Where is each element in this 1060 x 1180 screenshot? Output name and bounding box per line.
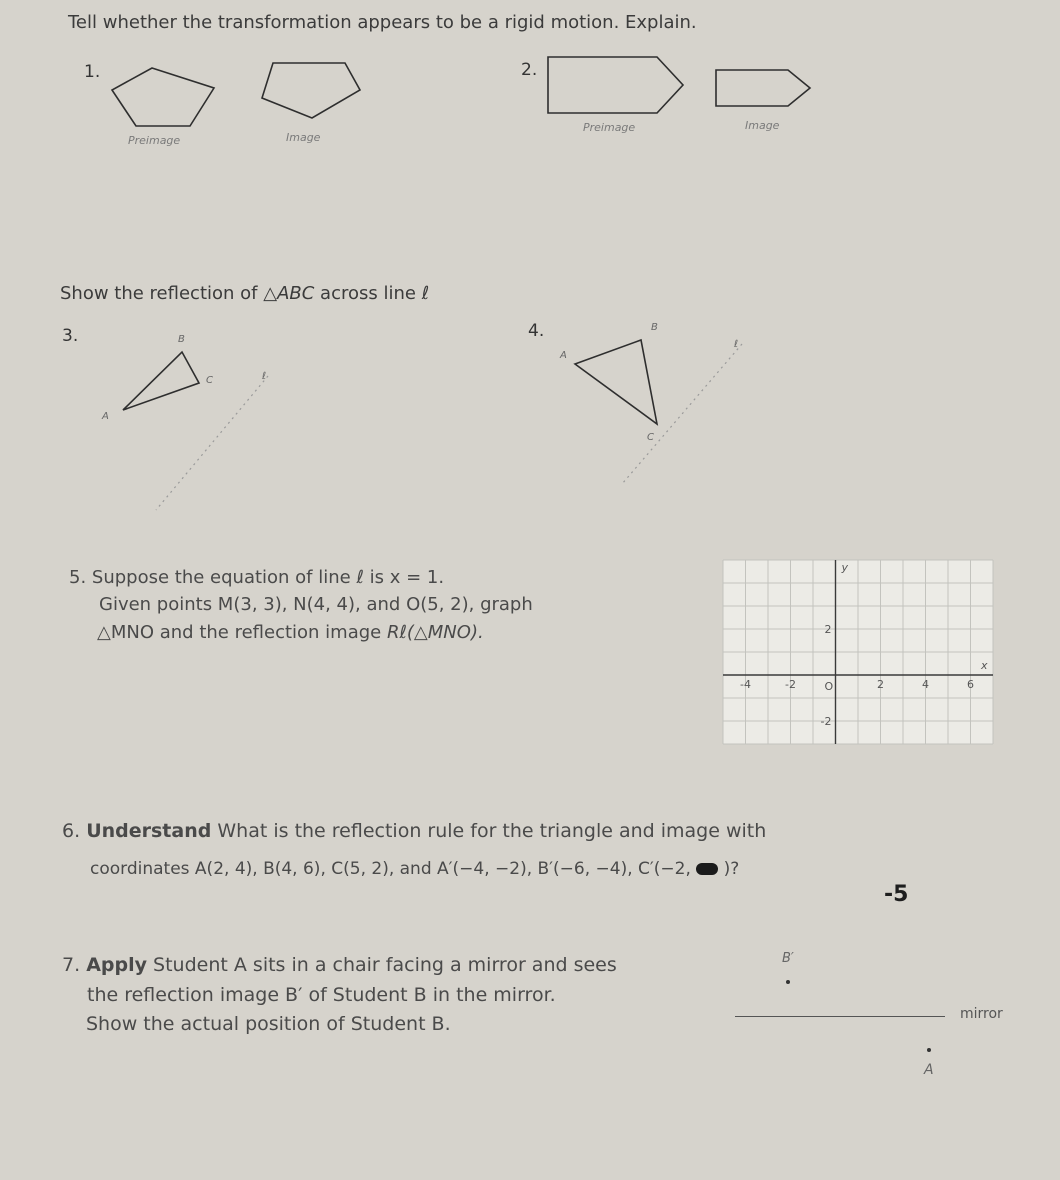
p1-image-label: Image (286, 131, 321, 144)
x-tick-label: -2 (785, 678, 796, 691)
p4-label-a: A (560, 350, 567, 361)
section-line: ℓ (421, 283, 430, 304)
p6-line1: What is the reflection rule for the triangle and image with (217, 820, 767, 842)
p5-line1-pre: 5. Suppose the equation of line (69, 567, 351, 588)
p3-label-l: ℓ (262, 371, 267, 382)
origin-label: O (824, 680, 834, 693)
p4-label-c: C (647, 432, 654, 443)
p4-label-b: B (651, 322, 658, 333)
p6-line2: coordinates A(2, 4), B(4, 6), C(5, 2), and A′(−4, −2), B′(−6, −4), C′(−2, (90, 859, 691, 879)
problem-5-line-2: Given points M(3, 3), N(4, 4), and O(5, 2), graph (99, 594, 533, 615)
p2-image-label: Image (745, 119, 780, 132)
p6-number: 6. (62, 820, 81, 842)
handwritten-answer: -5 (884, 882, 909, 907)
p6-keyword: Understand (86, 820, 212, 842)
problem-7-line-3: Show the actual position of Student B. (86, 1013, 451, 1035)
problem-6-line-1 (62, 820, 766, 842)
point-a-label: A (924, 1062, 934, 1078)
x-tick-label: -4 (740, 678, 751, 691)
section-triangle: △ABC (263, 283, 315, 304)
problem-2-number: 2. (521, 60, 538, 80)
point-b-prime-label: B′ (782, 951, 794, 966)
p3-label-a: A (102, 411, 109, 422)
p3-label-b: B (178, 334, 185, 345)
p4-label-l: ℓ (734, 339, 739, 350)
mirror-line (735, 1016, 945, 1017)
scribble-mark (696, 863, 718, 875)
x-axis-label: x (981, 659, 988, 672)
p7-line1: Student A sits in a chair facing a mirror and sees (153, 954, 617, 976)
problem-1-number: 1. (84, 62, 101, 82)
x-tick-label: 2 (877, 678, 884, 691)
problem-7-line-2: the reflection image B′ of Student B in the mirror. (87, 984, 556, 1006)
p5-line1-var: ℓ (356, 567, 364, 588)
y-tick-label: 2 (824, 623, 832, 636)
point-b-prime (786, 980, 790, 984)
problem-3-number: 3. (62, 326, 79, 346)
p7-number: 7. (62, 954, 81, 976)
problem-4-number: 4. (528, 321, 545, 341)
p3-label-c: C (206, 375, 213, 386)
p6-line2-end: )? (723, 859, 740, 879)
section-prefix: Show the reflection of (60, 283, 258, 304)
mirror-label: mirror (960, 1006, 1003, 1022)
x-tick-label: 4 (922, 678, 929, 691)
p7-keyword: Apply (86, 954, 147, 976)
p2-preimage-label: Preimage (583, 121, 636, 134)
y-tick-label: -2 (820, 715, 832, 728)
p5-line1-post: is x = 1. (369, 567, 445, 588)
problem-6-line-2 (90, 859, 739, 879)
x-tick-label: 6 (967, 678, 974, 691)
p1-preimage-label: Preimage (128, 134, 181, 147)
problem-7-line-1 (62, 954, 617, 976)
point-a (927, 1048, 931, 1052)
y-axis-label: y (841, 561, 849, 574)
p5-line3-rule: Rℓ(△MNO). (386, 622, 484, 643)
section-suffix: across line (320, 283, 416, 304)
instruction-heading: Tell whether the transformation appears to be a rigid motion. Explain. (68, 12, 697, 33)
p5-line3-pre: △MNO and the reflection image (97, 622, 382, 643)
